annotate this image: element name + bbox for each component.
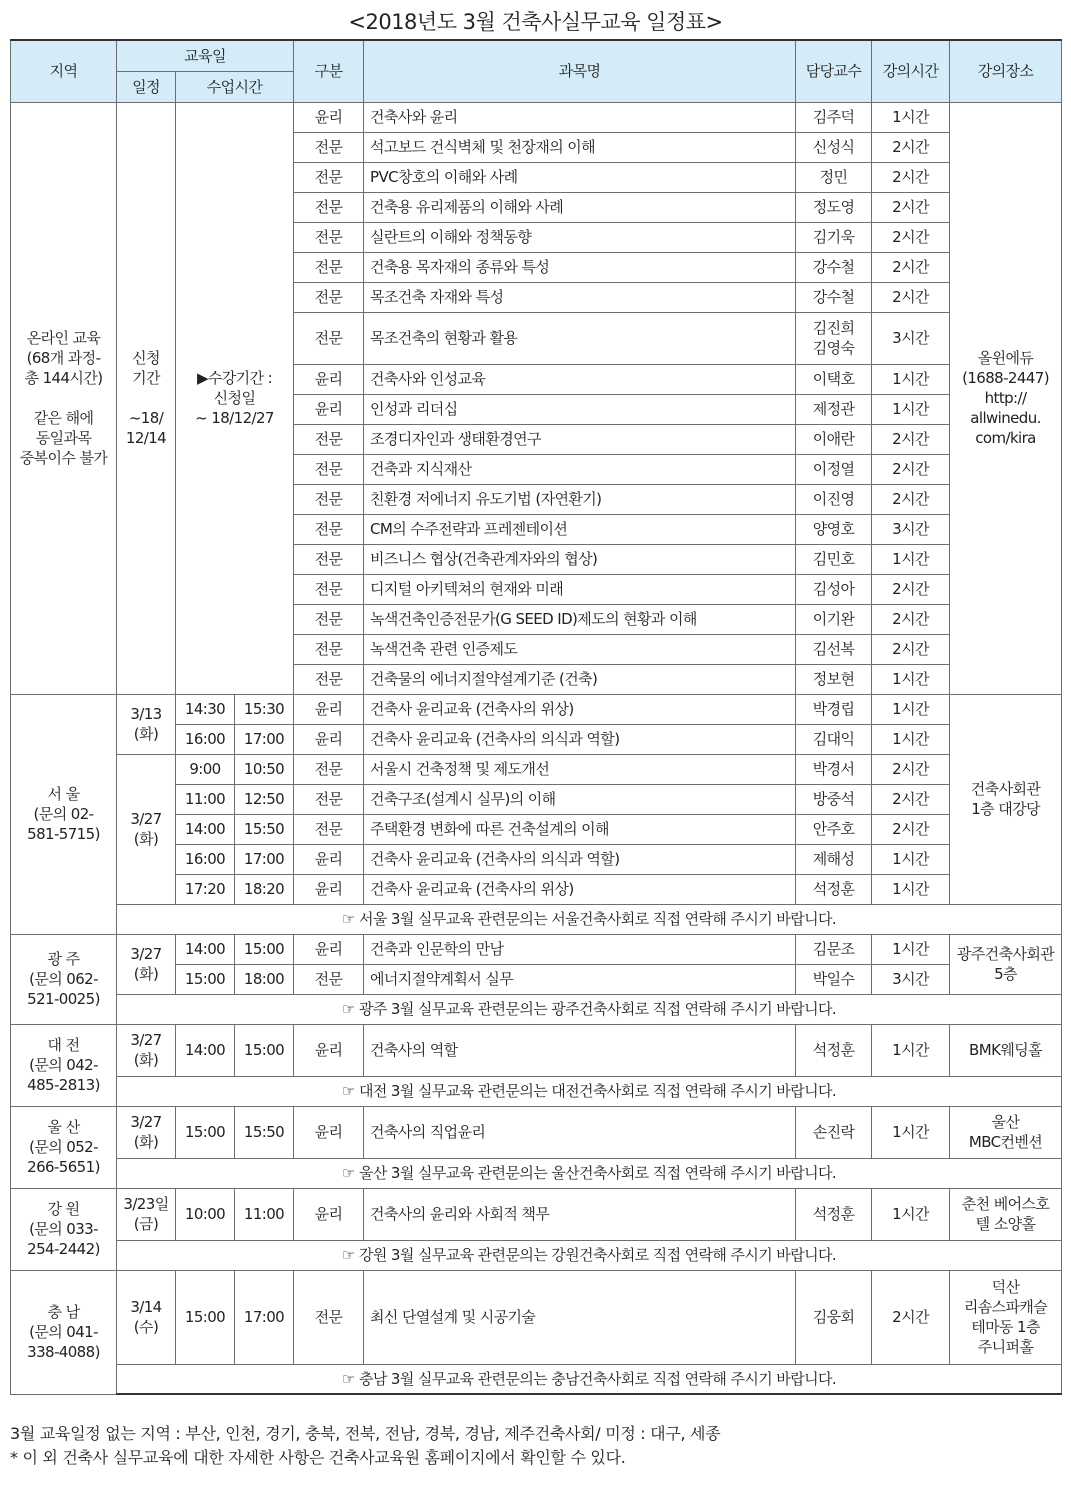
region-online: 온라인 교육 (68개 과정- 총 144시간) 같은 해에 동일과목 중복이수 불가 (11, 102, 117, 694)
table-row (11, 994, 1062, 1024)
subject-cell: 건축사 윤리교육 (건축사의 위상) (364, 874, 796, 904)
professor-cell: 김문조 (796, 934, 872, 964)
professor-cell: 이애란 (796, 424, 872, 454)
table-row (11, 1270, 1062, 1364)
table-row (11, 1106, 1062, 1158)
professor-cell: 신성식 (796, 132, 872, 162)
hours-cell: 2시간 (872, 192, 950, 222)
category-cell: 전문 (294, 574, 364, 604)
category-cell: 윤리 (294, 364, 364, 394)
note-chungnam: ☞ 충남 3월 실무교육 관련문의는 충남건축사회로 직접 연락해 주시기 바랍니다. (117, 1364, 1062, 1394)
professor-cell: 석정훈 (796, 1024, 872, 1076)
subject-cell: 건축사의 직업윤리 (364, 1106, 796, 1158)
subject-cell: 건축사 윤리교육 (건축사의 의식과 역할) (364, 844, 796, 874)
subject-cell: 건축물의 에너지절약설계기준 (건축) (364, 664, 796, 694)
hours-cell: 1시간 (872, 664, 950, 694)
professor-cell: 박경립 (796, 694, 872, 724)
schedule-table (10, 39, 1062, 1395)
professor-cell: 방중석 (796, 784, 872, 814)
venue-chungnam: 덕산 리솜스파캐슬 테마동 1층 주니퍼홀 (950, 1270, 1062, 1364)
hours-cell: 2시간 (872, 424, 950, 454)
header-category: 구분 (294, 40, 364, 102)
professor-cell: 김주덕 (796, 102, 872, 132)
subject-cell: 최신 단열설계 및 시공기술 (364, 1270, 796, 1364)
category-cell: 전문 (294, 282, 364, 312)
hours-cell: 1시간 (872, 394, 950, 424)
venue-gangwon: 춘천 베어스호 텔 소양홀 (950, 1188, 1062, 1240)
category-cell: 전문 (294, 454, 364, 484)
professor-cell: 제해성 (796, 844, 872, 874)
professor-cell: 김성아 (796, 574, 872, 604)
note-daejeon: ☞ 대전 3월 실무교육 관련문의는 대전건축사회로 직접 연락해 주시기 바랍니다. (117, 1076, 1062, 1106)
end-time-cell: 18:00 (235, 964, 294, 994)
subject-cell: 녹색건축 관련 인증제도 (364, 634, 796, 664)
period-online: ▶수강기간 : 신청일 ~ 18/12/27 (176, 102, 294, 694)
hours-cell: 2시간 (872, 754, 950, 784)
category-cell: 윤리 (294, 1106, 364, 1158)
start-time-cell: 11:00 (176, 784, 235, 814)
footnote-more-info: * 이 외 건축사 실무교육에 대한 자세한 사항은 건축사교육원 홈페이지에서 확인할 수 있다. (10, 1448, 626, 1467)
category-cell: 전문 (294, 784, 364, 814)
category-cell: 전문 (294, 634, 364, 664)
hours-cell: 3시간 (872, 964, 950, 994)
start-time-cell: 14:00 (176, 814, 235, 844)
page-title: <2018년도 3월 건축사실무교육 일정표> (348, 10, 723, 34)
professor-cell: 김진희 김영숙 (796, 312, 872, 364)
professor-cell: 손진락 (796, 1106, 872, 1158)
hours-cell: 2시간 (872, 574, 950, 604)
region-seoul: 서 울 (문의 02- 581-5715) (11, 694, 117, 934)
professor-cell: 김웅회 (796, 1270, 872, 1364)
subject-cell: 건축사의 윤리와 사회적 책무 (364, 1188, 796, 1240)
schedule-online: 신청 기간 ~18/ 12/14 (117, 102, 176, 694)
note-gangwon: ☞ 강원 3월 실무교육 관련문의는 강원건축사회로 직접 연락해 주시기 바랍니다. (117, 1240, 1062, 1270)
category-cell: 전문 (294, 424, 364, 454)
region-gangwon: 강 원 (문의 033- 254-2442) (11, 1188, 117, 1270)
subject-cell: 비즈니스 협상(건축관계자와의 협상) (364, 544, 796, 574)
hours-cell: 2시간 (872, 222, 950, 252)
table-row (11, 1076, 1062, 1106)
professor-cell: 양영호 (796, 514, 872, 544)
header-professor: 담당교수 (796, 40, 872, 102)
start-time-cell: 14:30 (176, 694, 235, 724)
professor-cell: 이기완 (796, 604, 872, 634)
hours-cell: 2시간 (872, 282, 950, 312)
end-time-cell: 18:20 (235, 874, 294, 904)
hours-cell: 1시간 (872, 102, 950, 132)
hours-cell: 2시간 (872, 814, 950, 844)
venue-online: 올윈에듀 (1688-2447) http:// allwinedu. com/kira (950, 102, 1062, 694)
end-time-cell: 15:50 (235, 1106, 294, 1158)
category-cell: 윤리 (294, 394, 364, 424)
subject-cell: 건축사와 인성교육 (364, 364, 796, 394)
hours-cell: 1시간 (872, 844, 950, 874)
header-region: 지역 (11, 40, 117, 102)
table-row (11, 754, 1062, 784)
professor-cell: 정보현 (796, 664, 872, 694)
category-cell: 윤리 (294, 724, 364, 754)
hours-cell: 2시간 (872, 252, 950, 282)
note-gwangju: ☞ 광주 3월 실무교육 관련문의는 광주건축사회로 직접 연락해 주시기 바랍니다. (117, 994, 1062, 1024)
category-cell: 전문 (294, 132, 364, 162)
category-cell: 윤리 (294, 844, 364, 874)
venue-gwangju: 광주건축사회관 5층 (950, 934, 1062, 994)
hours-cell: 1시간 (872, 874, 950, 904)
date-ulsan: 3/27 (화) (117, 1106, 176, 1158)
subject-cell: 서울시 건축정책 및 제도개선 (364, 754, 796, 784)
hours-cell: 1시간 (872, 364, 950, 394)
note-ulsan: ☞ 울산 3월 실무교육 관련문의는 울산건축사회로 직접 연락해 주시기 바랍니다. (117, 1158, 1062, 1188)
hours-cell: 2시간 (872, 132, 950, 162)
subject-cell: PVC창호의 이해와 사례 (364, 162, 796, 192)
subject-cell: 석고보드 건식벽체 및 천장재의 이해 (364, 132, 796, 162)
subject-cell: 건축사와 윤리 (364, 102, 796, 132)
start-time-cell: 10:00 (176, 1188, 235, 1240)
subject-cell: 건축용 목자재의 종류와 특성 (364, 252, 796, 282)
header-venue: 강의장소 (950, 40, 1062, 102)
start-time-cell: 17:20 (176, 874, 235, 904)
hours-cell: 2시간 (872, 484, 950, 514)
start-time-cell: 16:00 (176, 724, 235, 754)
professor-cell: 이택호 (796, 364, 872, 394)
category-cell: 전문 (294, 162, 364, 192)
professor-cell: 석정훈 (796, 874, 872, 904)
start-time-cell: 16:00 (176, 844, 235, 874)
start-time-cell: 14:00 (176, 1024, 235, 1076)
end-time-cell: 17:00 (235, 1270, 294, 1364)
venue-daejeon: BMK웨딩홀 (950, 1024, 1062, 1076)
header-hours: 강의시간 (872, 40, 950, 102)
subject-cell: 인성과 리더십 (364, 394, 796, 424)
hours-cell: 3시간 (872, 312, 950, 364)
region-daejeon: 대 전 (문의 042- 485-2813) (11, 1024, 117, 1106)
professor-cell: 제정관 (796, 394, 872, 424)
hours-cell: 2시간 (872, 784, 950, 814)
start-time-cell: 15:00 (176, 1106, 235, 1158)
footnote-no-schedule: 3월 교육일정 없는 지역 : 부산, 인천, 경기, 충북, 전북, 전남, 경북, 경남, 제주건축사회/ 미정 : 대구, 세종 (10, 1424, 721, 1443)
category-cell: 윤리 (294, 934, 364, 964)
date-gangwon: 3/23일 (금) (117, 1188, 176, 1240)
professor-cell: 강수철 (796, 252, 872, 282)
professor-cell: 석정훈 (796, 1188, 872, 1240)
category-cell: 전문 (294, 484, 364, 514)
category-cell: 전문 (294, 252, 364, 282)
subject-cell: 조경디자인과 생태환경연구 (364, 424, 796, 454)
end-time-cell: 17:00 (235, 844, 294, 874)
hours-cell: 1시간 (872, 1024, 950, 1076)
table-row (11, 1188, 1062, 1240)
venue-ulsan: 울산 MBC컨벤션 (950, 1106, 1062, 1158)
header-edu-day: 교육일 (117, 40, 294, 71)
category-cell: 전문 (294, 312, 364, 364)
date-seoul-1: 3/13 (화) (117, 694, 176, 754)
category-cell: 전문 (294, 964, 364, 994)
end-time-cell: 12:50 (235, 784, 294, 814)
venue-seoul: 건축사회관 1층 대강당 (950, 694, 1062, 904)
footnotes (10, 1422, 720, 1470)
professor-cell: 이진영 (796, 484, 872, 514)
hours-cell: 1시간 (872, 544, 950, 574)
date-chungnam: 3/14 (수) (117, 1270, 176, 1364)
header-schedule: 일정 (117, 71, 176, 102)
category-cell: 윤리 (294, 874, 364, 904)
professor-cell: 정도영 (796, 192, 872, 222)
professor-cell: 김선복 (796, 634, 872, 664)
category-cell: 윤리 (294, 102, 364, 132)
subject-cell: 목조건축의 현황과 활용 (364, 312, 796, 364)
professor-cell: 김대익 (796, 724, 872, 754)
table-row (11, 934, 1062, 964)
date-seoul-2: 3/27 (화) (117, 754, 176, 904)
subject-cell: 건축사의 역할 (364, 1024, 796, 1076)
end-time-cell: 15:50 (235, 814, 294, 844)
category-cell: 전문 (294, 664, 364, 694)
region-chungnam: 충 남 (문의 041- 338-4088) (11, 1270, 117, 1394)
note-seoul: ☞ 서울 3월 실무교육 관련문의는 서울건축사회로 직접 연락해 주시기 바랍니다. (117, 904, 1062, 934)
start-time-cell: 14:00 (176, 934, 235, 964)
end-time-cell: 15:00 (235, 934, 294, 964)
table-row (11, 1364, 1062, 1394)
category-cell: 전문 (294, 222, 364, 252)
end-time-cell: 11:00 (235, 1188, 294, 1240)
table-row (11, 102, 1062, 132)
professor-cell: 안주호 (796, 814, 872, 844)
subject-cell: 디지털 아키텍쳐의 현재와 미래 (364, 574, 796, 604)
date-gwangju: 3/27 (화) (117, 934, 176, 994)
subject-cell: 건축사 윤리교육 (건축사의 위상) (364, 694, 796, 724)
professor-cell: 강수철 (796, 282, 872, 312)
professor-cell: 박일수 (796, 964, 872, 994)
category-cell: 전문 (294, 604, 364, 634)
subject-cell: 실란트의 이해와 정책동향 (364, 222, 796, 252)
subject-cell: 건축구조(설계시 실무)의 이해 (364, 784, 796, 814)
start-time-cell: 9:00 (176, 754, 235, 784)
hours-cell: 2시간 (872, 162, 950, 192)
professor-cell: 김기욱 (796, 222, 872, 252)
subject-cell: 목조건축 자재와 특성 (364, 282, 796, 312)
start-time-cell: 15:00 (176, 964, 235, 994)
table-row (11, 1158, 1062, 1188)
subject-cell: 건축과 인문학의 만남 (364, 934, 796, 964)
table-row (11, 904, 1062, 934)
hours-cell: 1시간 (872, 694, 950, 724)
category-cell: 전문 (294, 754, 364, 784)
region-ulsan: 울 산 (문의 052- 266-5651) (11, 1106, 117, 1188)
professor-cell: 정민 (796, 162, 872, 192)
subject-cell: 주택환경 변화에 따른 건축설계의 이해 (364, 814, 796, 844)
category-cell: 윤리 (294, 694, 364, 724)
hours-cell: 1시간 (872, 1188, 950, 1240)
category-cell: 윤리 (294, 1024, 364, 1076)
professor-cell: 박경서 (796, 754, 872, 784)
hours-cell: 2시간 (872, 634, 950, 664)
hours-cell: 3시간 (872, 514, 950, 544)
subject-cell: 녹색건축인증전문가(G SEED ID)제도의 현황과 이해 (364, 604, 796, 634)
hours-cell: 1시간 (872, 1106, 950, 1158)
header-class-time: 수업시간 (176, 71, 294, 102)
subject-cell: 건축사 윤리교육 (건축사의 의식과 역할) (364, 724, 796, 754)
table-row (11, 1240, 1062, 1270)
start-time-cell: 15:00 (176, 1270, 235, 1364)
hours-cell: 1시간 (872, 724, 950, 754)
category-cell: 전문 (294, 544, 364, 574)
hours-cell: 1시간 (872, 934, 950, 964)
end-time-cell: 15:00 (235, 1024, 294, 1076)
hours-cell: 2시간 (872, 454, 950, 484)
date-daejeon: 3/27 (화) (117, 1024, 176, 1076)
category-cell: 전문 (294, 514, 364, 544)
hours-cell: 2시간 (872, 1270, 950, 1364)
schedule-body (11, 102, 1062, 1394)
subject-cell: 에너지절약계획서 실무 (364, 964, 796, 994)
end-time-cell: 15:30 (235, 694, 294, 724)
professor-cell: 김민호 (796, 544, 872, 574)
professor-cell: 이정열 (796, 454, 872, 484)
header-subject: 과목명 (364, 40, 796, 102)
table-row (11, 694, 1062, 724)
end-time-cell: 17:00 (235, 724, 294, 754)
hours-cell: 2시간 (872, 604, 950, 634)
category-cell: 윤리 (294, 1188, 364, 1240)
subject-cell: 친환경 저에너지 유도기법 (자연환기) (364, 484, 796, 514)
category-cell: 전문 (294, 814, 364, 844)
category-cell: 전문 (294, 1270, 364, 1364)
region-gwangju: 광 주 (문의 062- 521-0025) (11, 934, 117, 1024)
category-cell: 전문 (294, 192, 364, 222)
subject-cell: 건축과 지식재산 (364, 454, 796, 484)
end-time-cell: 10:50 (235, 754, 294, 784)
table-row (11, 1024, 1062, 1076)
subject-cell: CM의 수주전략과 프레젠테이션 (364, 514, 796, 544)
subject-cell: 건축용 유리제품의 이해와 사례 (364, 192, 796, 222)
